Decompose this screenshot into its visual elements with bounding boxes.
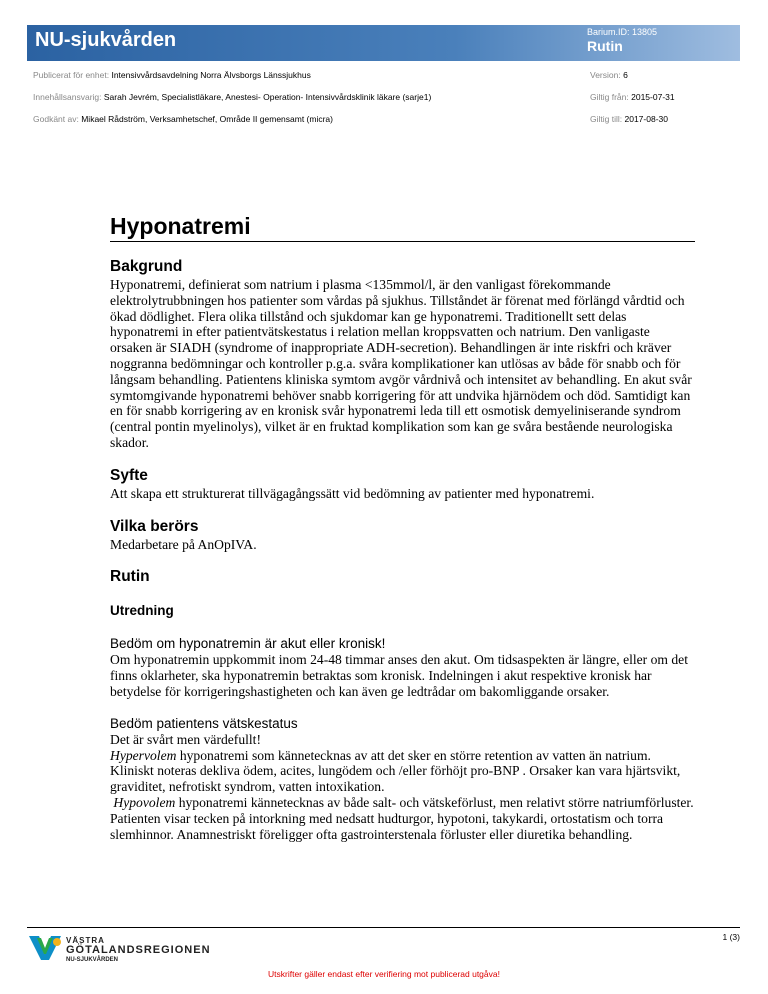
organization-name: NU-sjukvården xyxy=(35,29,177,51)
meta-approved-label: Godkänt av: xyxy=(33,114,79,124)
section-text-syfte: Att skapa ett strukturerat tillvägagångssätt vid bedömning av patienter med hyponatremi. xyxy=(110,485,595,501)
meta-approved-value: Mikael Rådström, Verksamhetschef, Område II gemensamt (micra) xyxy=(81,114,333,124)
section-heading-rutin: Rutin xyxy=(110,568,150,586)
meta-valid-from xyxy=(590,92,675,102)
section-text-bakgrund: Hyponatremi, definierat som natrium i plasma <135mmol/l, är den vanligast förekommande elektrolytrubbningen hos patienter som vårdas på sjukhus. Tillståndet är förenat med förlängd vårdtid och ökad dödlighet. Flera olika tillstånd och sjukdomar kan ge hyponatremi. Traditionellt sett delas hyponatremi in efter patientvätskestatus i relation mellan kroppsvatten och natrium. Den vanligaste orsaken är SIADH (syndrome of inappropriate ADH-secretion). Behandlingen är inte riskfri och kräver noggranna bedömningar och kontroller p.g.a. svåra komplikationer kan utlösas av både för snabb och för långsam behandling. Patientens kliniska symtom avgör vårdnivå och intensitet av behandling. En akut svår symtomgivande hyponatremi behöver snabb korrigering för att undvika hjärnödem och död. Samtidigt kan en för snabb korrigering av en kronisk svår hyponatremi leda till ett osmotisk demyeliniserande syndrom (central pontin myelinolys), vilket är en fruktad komplikation som kan ge svåra bestående neurologiska skador. xyxy=(110,277,692,450)
meta-approved xyxy=(33,114,333,124)
text-akut-kronisk: Om hyponatremin uppkommit inom 24-48 timmar anses den akut. Om tidsaspekten är längre, eller om det finns oklarheter, ska hyponatremin betraktas som kronisk. Indelningen i akut respektive kronisk har betydelse för korrigeringshastigheten och kan även ge ledtrådar om bakomliggande orsaker. xyxy=(110,652,688,699)
document-title: Hyponatremi xyxy=(110,212,695,242)
document-header xyxy=(27,25,740,61)
section-heading-berors: Vilka berörs xyxy=(110,517,199,535)
meta-published-label: Publicerat för enhet: xyxy=(33,70,110,80)
term-hypovolem: Hypovolem xyxy=(113,794,176,810)
section-heading-syfte: Syfte xyxy=(110,466,148,484)
print-disclaimer: Utskrifter gäller endast efter verifiering mot publicerad utgåva! xyxy=(268,969,500,979)
term-hypervolem: Hypervolem xyxy=(110,747,177,763)
meta-valid-from-label: Giltig från: xyxy=(590,92,629,102)
logo-line1: VÄSTRA xyxy=(66,936,105,945)
logo-line3: NU-SJUKVÅRDEN xyxy=(66,957,119,963)
meta-valid-from-value: 2015-07-31 xyxy=(631,92,675,102)
meta-valid-to-value: 2017-08-30 xyxy=(624,114,668,124)
document-type: Rutin xyxy=(587,38,623,54)
meta-valid-to-label: Giltig till: xyxy=(590,114,623,124)
meta-published xyxy=(33,70,311,80)
text-vatskestatus-intro: Det är svårt men värdefullt! xyxy=(110,731,261,747)
section-text-berors: Medarbetare på AnOpIVA. xyxy=(110,536,257,552)
meta-responsible-label: Innehållsansvarig: xyxy=(33,92,102,102)
subheading-vatskestatus: Bedöm patientens vätskestatus xyxy=(110,715,298,731)
paragraph-hypovolem xyxy=(110,795,695,842)
paragraph-hypervolem xyxy=(110,748,695,795)
section-heading-bakgrund: Bakgrund xyxy=(110,258,183,275)
meta-responsible xyxy=(33,92,431,102)
meta-version-value: 6 xyxy=(623,70,628,80)
meta-published-value: Intensivvårdsavdelning Norra Älvsborgs Länssjukhus xyxy=(111,70,311,80)
meta-valid-to xyxy=(590,114,668,124)
text-hypovolem: hyponatremi kännetecknas av både salt- och vätskeförlust, men relativt större natriumförluster. Patienten visar tecken på intorkning med nedsatt hudturgor, hypotoni, takykardi, ortostatism och torra slemhinnor. Anamnestriskt föreligger ofta gastrointerstenala förluster eller diuretika behandling. xyxy=(110,794,694,842)
meta-version-label: Version: xyxy=(590,70,621,80)
logo-line2: GÖTALANDSREGIONEN xyxy=(66,944,211,956)
text-hypervolem: hyponatremi som kännetecknas av att det sker en större retention av vatten än natrium. Kliniskt noteras dekliva ödem, acites, lungödem och /eller förhöjt pro-BNP . Orsaker kan vara hjärtsvikt, graviditet, nefrotiskt syndrom, vatten intoxikation. xyxy=(110,747,681,795)
document-body xyxy=(110,212,695,842)
subsection-heading-utredning: Utredning xyxy=(110,603,174,619)
meta-responsible-value: Sarah Jevrém, Specialistläkare, Anestesi- Operation- Intensivvårdsklinik läkare (sarje1) xyxy=(103,92,432,102)
barium-id: Barium.ID: 13805 xyxy=(587,27,658,37)
subheading-akut-kronisk: Bedöm om hyponatremin är akut eller kronisk! xyxy=(110,636,386,652)
meta-version xyxy=(590,70,628,80)
footer-divider xyxy=(27,927,740,928)
page-number: 1 (3) xyxy=(722,932,740,942)
